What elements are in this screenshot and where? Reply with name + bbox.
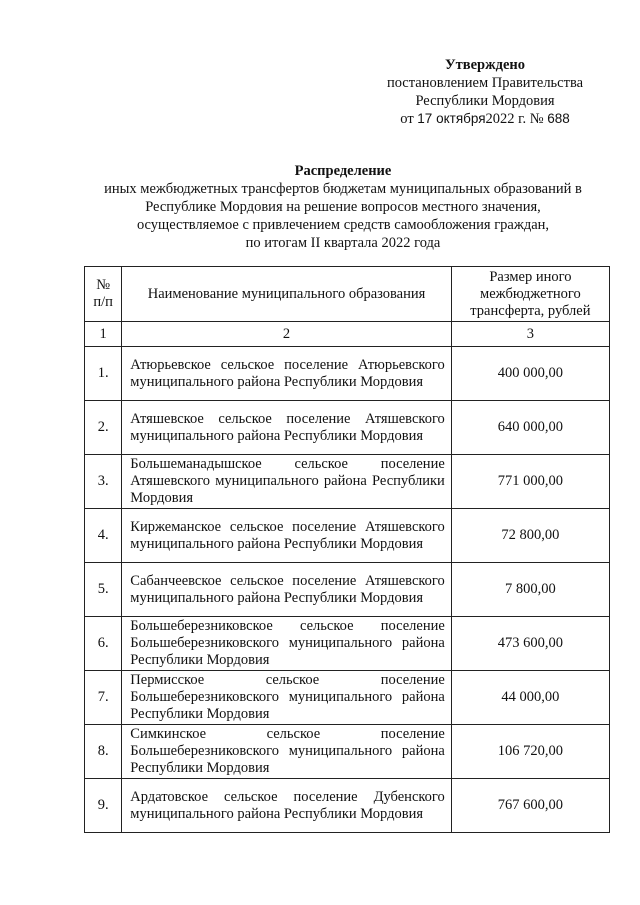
row-amount: 7 800,00 bbox=[451, 563, 609, 617]
table-row bbox=[85, 671, 610, 725]
approval-date-line bbox=[380, 110, 590, 128]
document-heading bbox=[78, 162, 608, 252]
row-amount: 72 800,00 bbox=[451, 509, 609, 563]
header-name: Наименование муниципального образования bbox=[122, 267, 452, 322]
row-number: 9. bbox=[85, 779, 122, 833]
heading-line-4: по итогам II квартала 2022 года bbox=[245, 235, 441, 251]
table-row bbox=[85, 509, 610, 563]
approval-line-2: постановлением Правительства bbox=[386, 75, 584, 91]
row-amount: 771 000,00 bbox=[451, 455, 609, 509]
document-number: 688 bbox=[547, 111, 570, 126]
row-number: 3. bbox=[85, 455, 122, 509]
row-amount: 473 600,00 bbox=[451, 617, 609, 671]
row-number: 6. bbox=[85, 617, 122, 671]
document-title: Распределение bbox=[294, 163, 392, 179]
row-amount: 106 720,00 bbox=[451, 725, 609, 779]
row-amount: 400 000,00 bbox=[451, 347, 609, 401]
table-row bbox=[85, 725, 610, 779]
header-amount: Размер иного межбюджетного трансферта, рублей bbox=[451, 267, 609, 322]
row-name: Сабанчеевское сельское поселение Атяшевского муниципального района Республики Мордовия bbox=[122, 563, 452, 617]
row-name: Большеберезниковское сельское поселение Большеберезниковского муниципального района Республики Мордовия bbox=[122, 617, 452, 671]
heading-line-1: иных межбюджетных трансфертов бюджетам муниципальных образований в bbox=[104, 181, 582, 197]
approval-block bbox=[380, 56, 590, 128]
row-name: Атюрьевское сельское поселение Атюрьевского муниципального района Республики Мордовия bbox=[122, 347, 452, 401]
table-row bbox=[85, 455, 610, 509]
approval-line-3: Республики Мордовия bbox=[415, 93, 555, 109]
row-amount: 640 000,00 bbox=[451, 401, 609, 455]
table-row bbox=[85, 617, 610, 671]
column-number-3: 3 bbox=[451, 322, 609, 347]
column-numbers-row bbox=[85, 322, 610, 347]
row-name: Большеманадышское сельское поселение Атяшевского муниципального района Республики Мордовия bbox=[122, 455, 452, 509]
row-number: 5. bbox=[85, 563, 122, 617]
heading-line-3: осуществляемое с привлечением средств самообложения граждан, bbox=[136, 217, 550, 233]
table-header-row bbox=[85, 267, 610, 322]
column-number-1: 1 bbox=[85, 322, 122, 347]
row-name: Пермисское сельское поселение Большеберезниковского муниципального района Республики Мордовия bbox=[122, 671, 452, 725]
approval-title: Утверждено bbox=[445, 57, 525, 73]
heading-line-2: Республике Мордовия на решение вопросов местного значения, bbox=[145, 199, 541, 215]
column-number-2: 2 bbox=[122, 322, 452, 347]
date-handwritten: 17 октября bbox=[417, 111, 486, 126]
date-suffix: 2022 г. № bbox=[485, 111, 544, 127]
row-amount: 44 000,00 bbox=[451, 671, 609, 725]
row-name: Симкинское сельское поселение Большеберезниковского муниципального района Республики Мордовия bbox=[122, 725, 452, 779]
table-row bbox=[85, 347, 610, 401]
row-name: Киржеманское сельское поселение Атяшевского муниципального района Республики Мордовия bbox=[122, 509, 452, 563]
row-number: 4. bbox=[85, 509, 122, 563]
distribution-table bbox=[84, 266, 610, 833]
table-row bbox=[85, 563, 610, 617]
row-name: Ардатовское сельское поселение Дубенского муниципального района Республики Мордовия bbox=[122, 779, 452, 833]
row-number: 8. bbox=[85, 725, 122, 779]
row-name: Атяшевское сельское поселение Атяшевского муниципального района Республики Мордовия bbox=[122, 401, 452, 455]
row-number: 2. bbox=[85, 401, 122, 455]
header-number: № п/п bbox=[85, 267, 122, 322]
table-row bbox=[85, 779, 610, 833]
table-row bbox=[85, 401, 610, 455]
row-amount: 767 600,00 bbox=[451, 779, 609, 833]
date-prefix: от bbox=[400, 111, 414, 127]
row-number: 1. bbox=[85, 347, 122, 401]
row-number: 7. bbox=[85, 671, 122, 725]
